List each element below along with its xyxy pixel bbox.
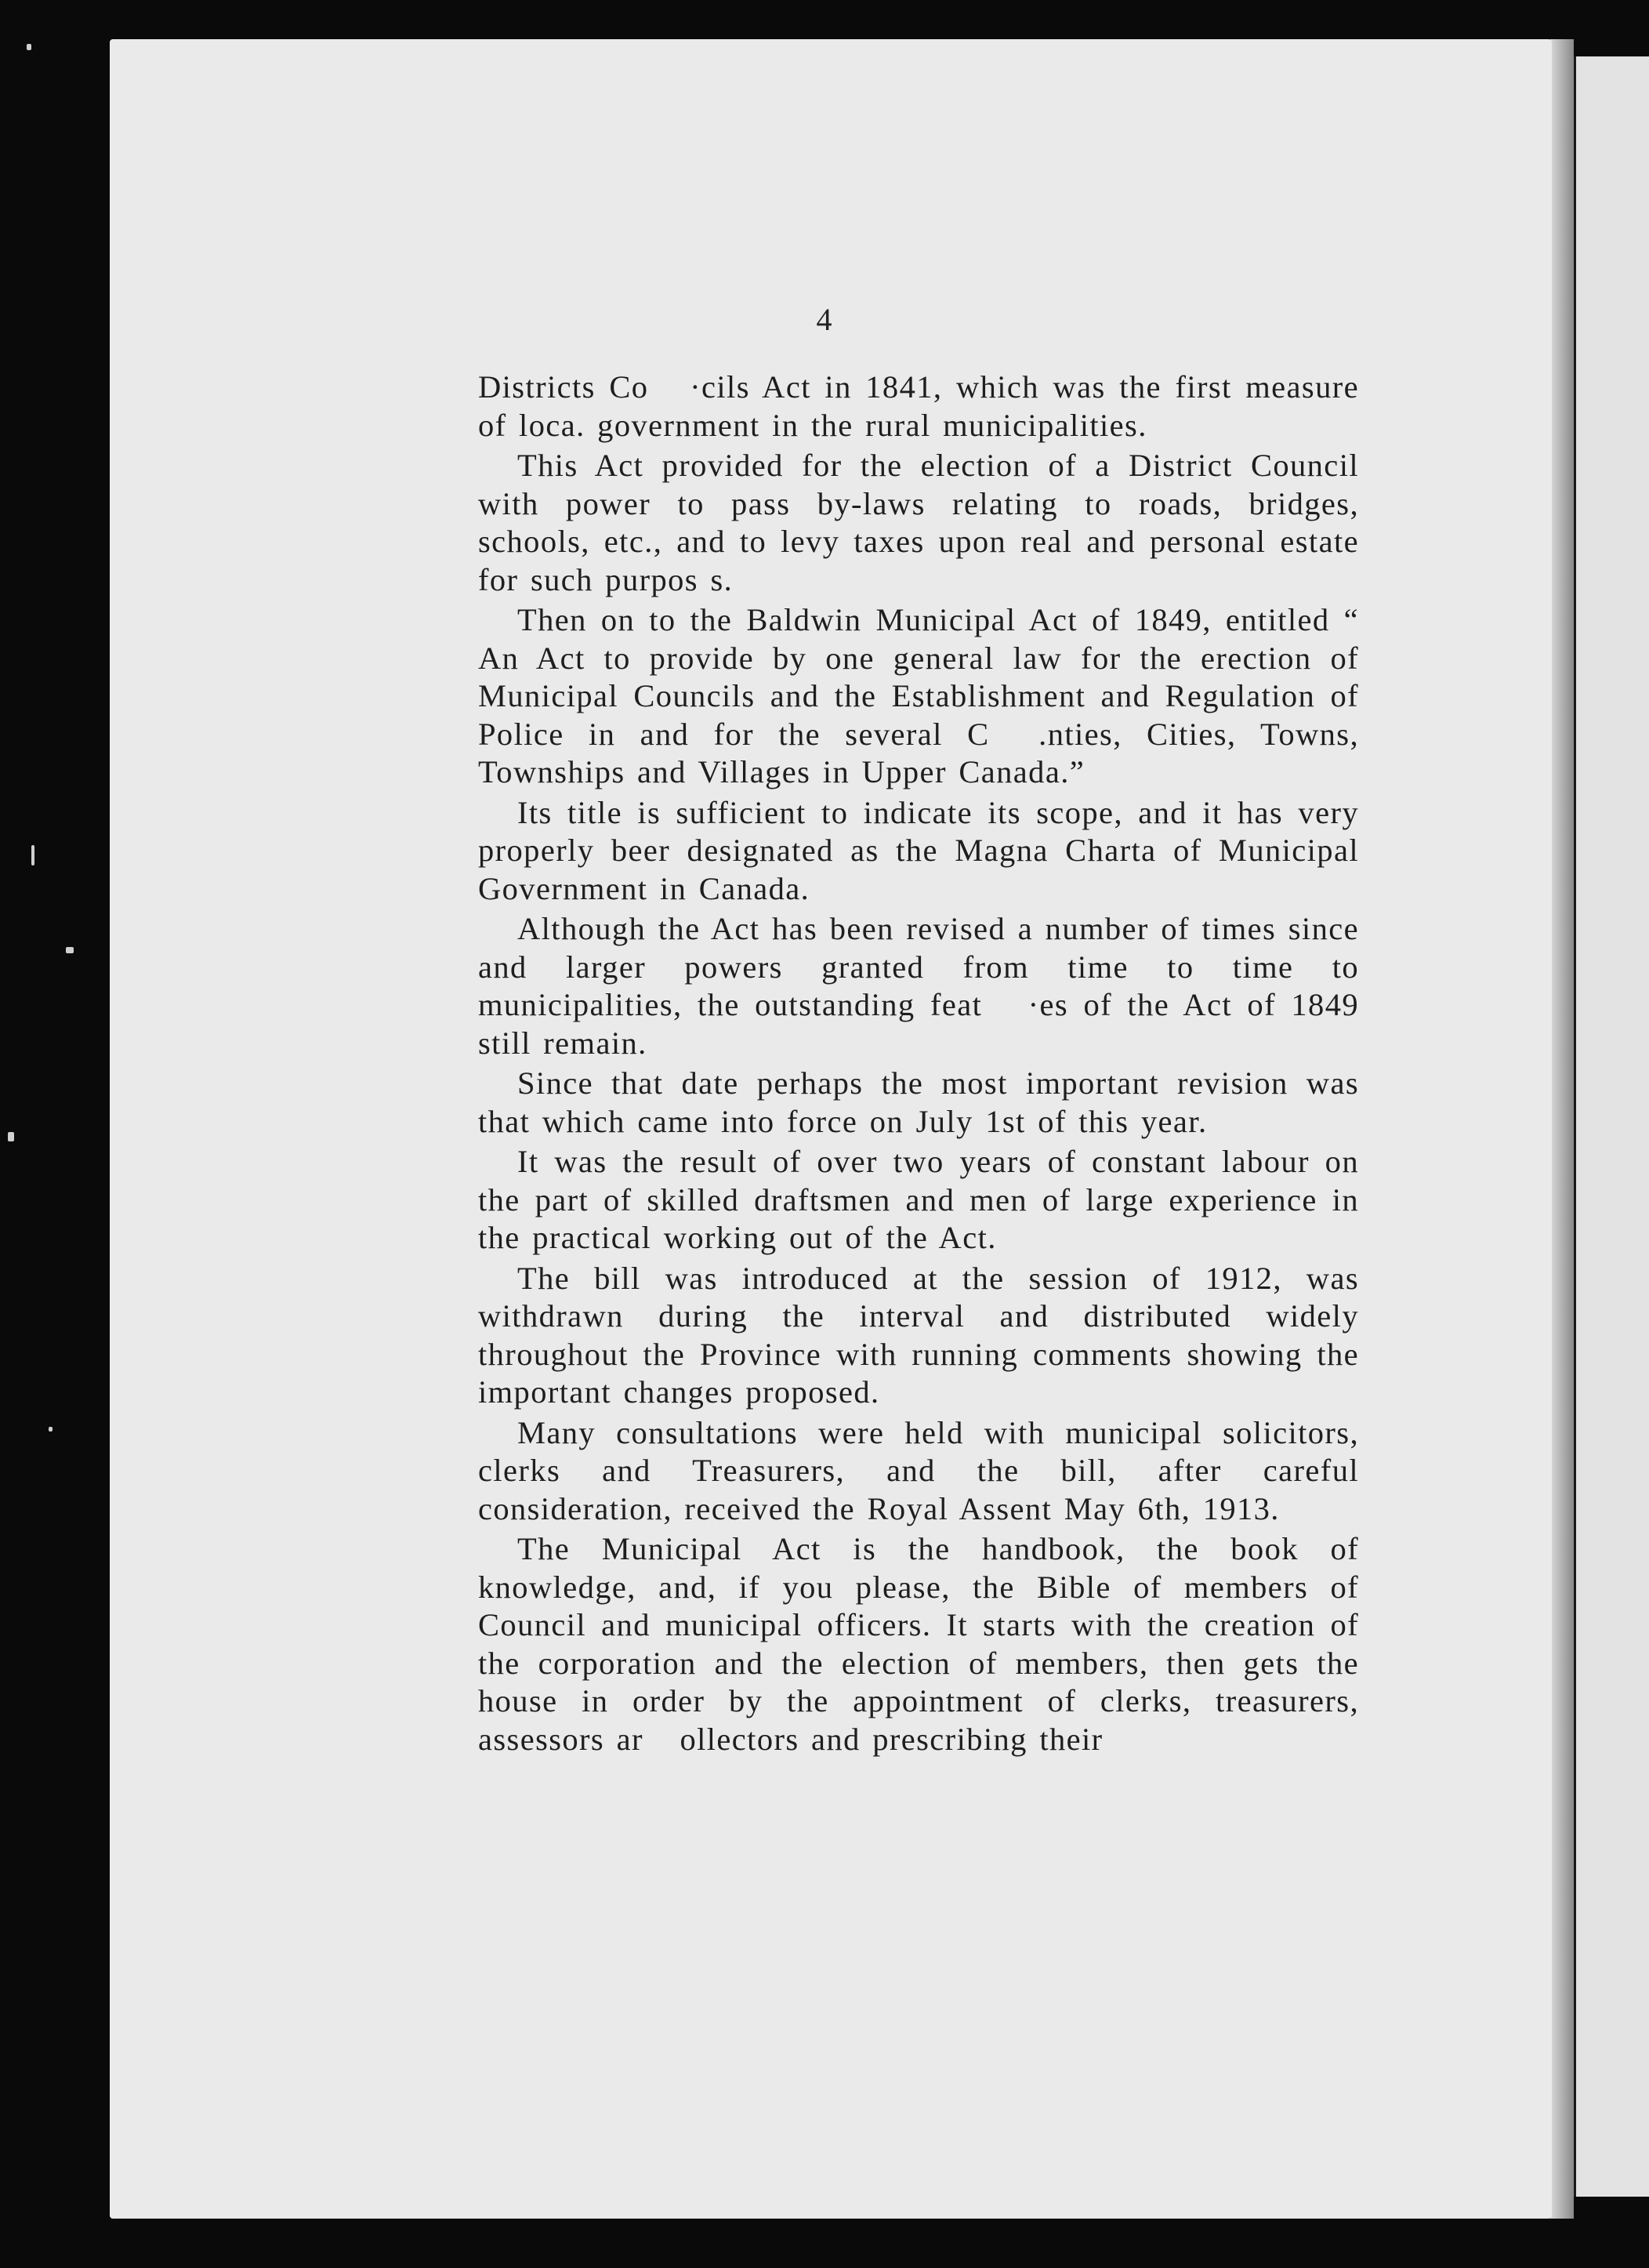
page-gutter	[1550, 39, 1574, 2219]
dust-speck	[49, 1427, 53, 1432]
page-number: 4	[816, 302, 833, 337]
paragraph: It was the result of over two years of constant labour on the part of skilled draftsmen and men of large experience in the practical working out of the Act.	[478, 1144, 1359, 1255]
paragraph: Since that date perhaps the most important revision was that which came into force on July 1st of this year.	[478, 1065, 1359, 1139]
paragraph: Districts Co ·cils Act in 1841, which was the first measure of loca. government in the rural municipalities.	[478, 369, 1359, 443]
paragraph: This Act provided for the election of a District Council with power to pass by-laws relating to roads, bridges, schools, etc., and to levy taxes upon real and personal estate for such purpos s.	[478, 448, 1359, 597]
paragraph: Although the Act has been revised a number of times since and larger powers granted from time to time to municipalities, the outstanding feat ·es of the Act of 1849 still remain.	[478, 911, 1359, 1061]
dust-speck	[66, 947, 74, 953]
facing-page-edge	[1574, 56, 1649, 2197]
paragraph: The Municipal Act is the handbook, the book of knowledge, and, if you please, the Bible of members of Council and municipal officers. It starts with the creation of the corporation and the election of members, then gets the house in order by the appointment of clerks, treasurers, assessors ar ollectors and prescribing their	[478, 1531, 1359, 1757]
paragraph: The bill was introduced at the session of 1912, was withdrawn during the interval and distributed widely throughout the Province with running comments showing the important changes proposed.	[478, 1260, 1359, 1410]
paragraph: Then on to the Baldwin Municipal Act of 1849, entitled “ An Act to provide by one general law for the erection of Municipal Councils and the Establishment and Regulation of Police in and for the several C .nties, Cities, Towns, Townships and Villages in Upper Canada.”	[478, 602, 1359, 789]
dust-speck	[27, 44, 31, 50]
dust-speck	[31, 845, 34, 865]
paragraph: Its title is sufficient to indicate its scope, and it has very properly beer designated as the Magna Charta of Municipal Government in Canada.	[478, 794, 1359, 906]
dust-speck	[8, 1132, 14, 1141]
paragraph: Many consultations were held with municipal solicitors, clerks and Treasurers, and the bill, after careful consideration, received the Royal Assent May 6th, 1913.	[478, 1414, 1359, 1526]
body-text	[478, 368, 1359, 1761]
